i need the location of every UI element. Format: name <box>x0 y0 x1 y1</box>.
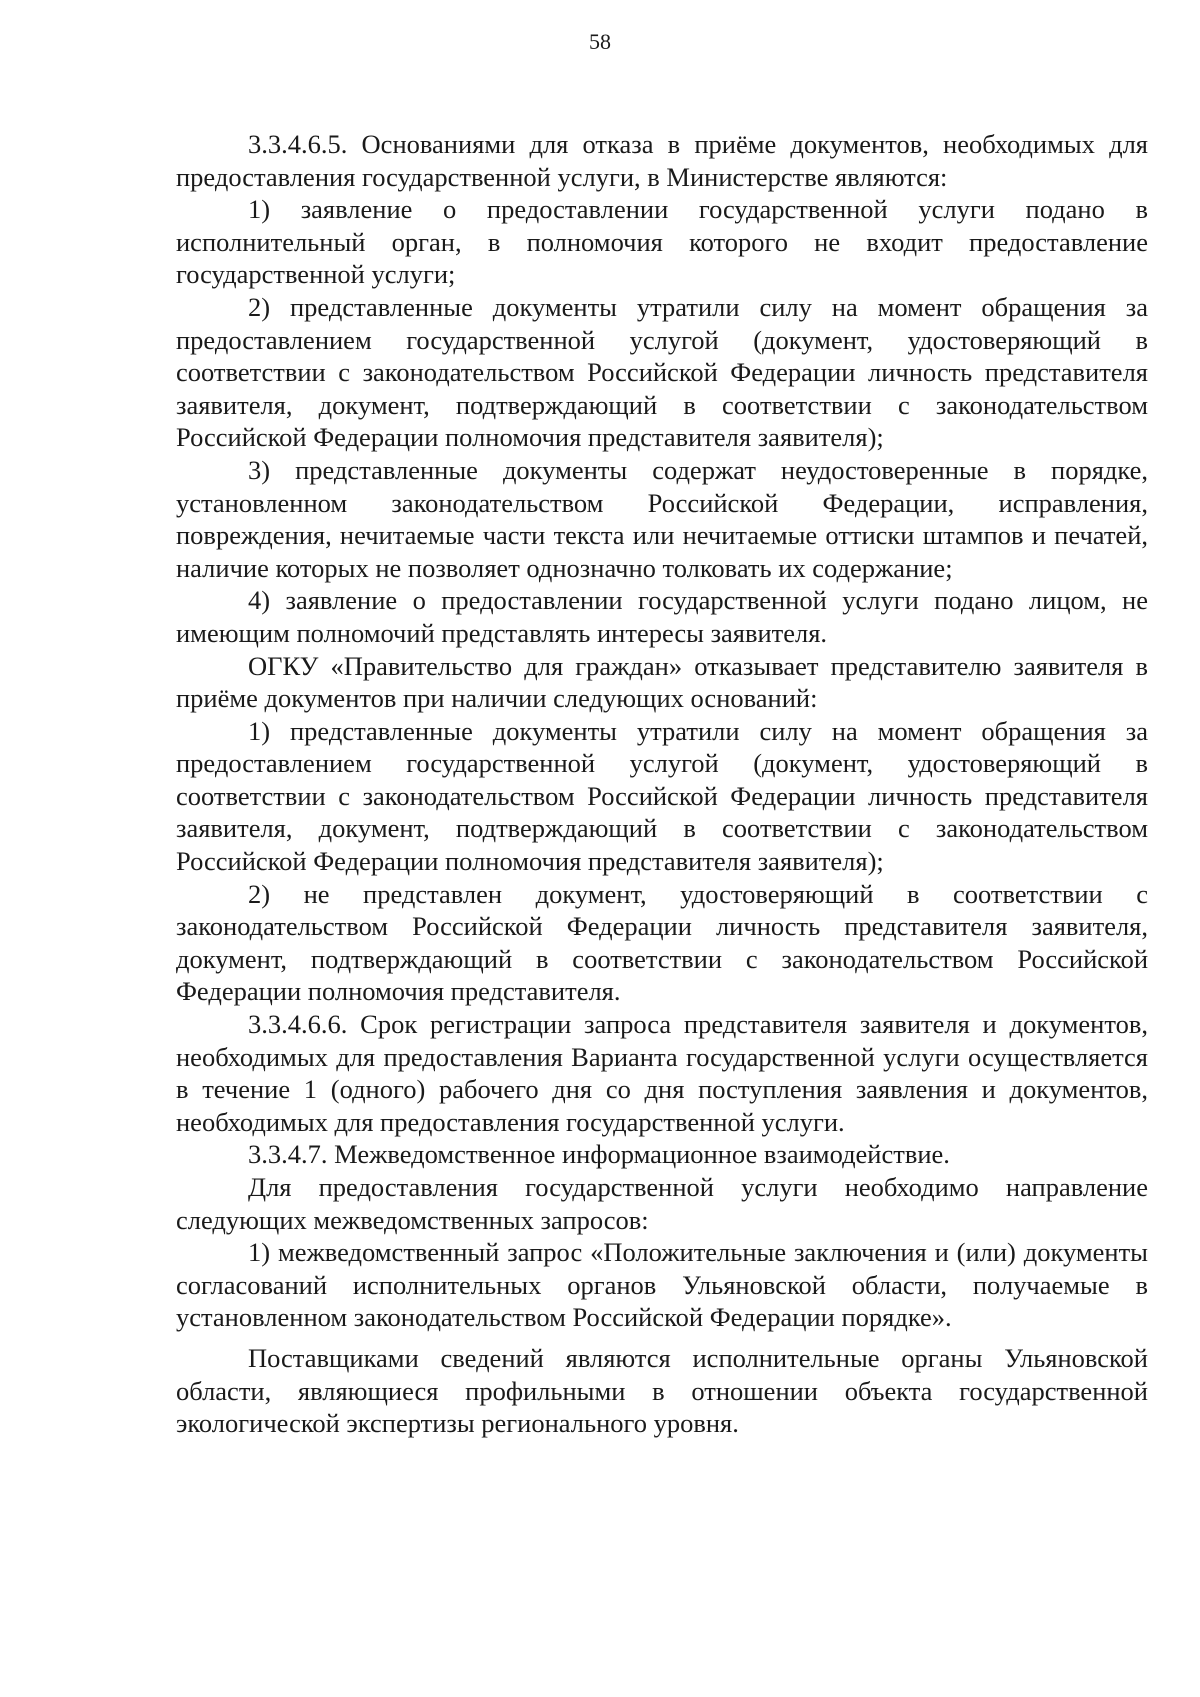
list-item-refusal-2: 2) представленные документы утратили силу на момент обращения за предоставлением государственной услугой (документ, удостоверяющий в соответствии с законодательством Российской Федерации личность представителя заявителя, документ, подтверждающий в соответствии с законодательством Российской Федерации полномочия представителя заявителя); <box>176 291 1148 453</box>
paragraph-3-3-4-7: 3.3.4.7. Межведомственное информационное взаимодействие. <box>248 1139 950 1170</box>
paragraph-information-providers: Поставщиками сведений являются исполнительные органы Ульяновской области, являющиеся профильными в отношении объекта государственной экологической экспертизы регионального уровня. <box>176 1342 1148 1439</box>
paragraph-3-3-4-6-5: 3.3.4.6.5. Основаниями для отказа в приёме документов, необходимых для предоставления государственной услуги, в Министерстве являются: <box>176 129 1148 192</box>
list-item-ogku-1: 1) представленные документы утратили силу на момент обращения за предоставлением государственной услугой (документ, удостоверяющий в соответствии с законодательством Российской Федерации личность представителя заявителя, документ, подтверждающий в соответствии с законодательством Российской Федерации полномочия представителя заявителя); <box>176 715 1148 877</box>
list-item-refusal-1: 1) заявление о предоставлении государственной услуги подано в исполнительный орган, в полномочия которого не входит предоставление государственной услуги; <box>176 194 1148 290</box>
paragraph-interagency-requests: Для предоставления государственной услуги необходимо направление следующих межведомственных запросов: <box>176 1172 1148 1235</box>
paragraph-3-3-4-6-6: 3.3.4.6.6. Срок регистрации запроса представителя заявителя и документов, необходимых для предоставления Варианта государственной услуги осуществляется в течение 1 (одного) рабочего дня со дня поступления заявления и документов, необходимых для предоставления государственной услуги. <box>176 1009 1148 1137</box>
list-item-interagency-1: 1) межведомственный запрос «Положительные заключения и (или) документы согласований исполнительных органов Ульяновской области, получаемые в установленном законодательством Российской Федерации порядке». <box>176 1237 1148 1333</box>
page-number: 58 <box>589 29 611 54</box>
list-item-refusal-4: 4) заявление о предоставлении государственной услуги подано лицом, не имеющим полномочий представлять интересы заявителя. <box>176 585 1148 648</box>
document-body <box>176 128 1148 1440</box>
paragraph-ogku-refusal: ОГКУ «Правительство для граждан» отказывает представителю заявителя в приёме документов при наличии следующих оснований: <box>176 650 1148 714</box>
list-item-ogku-2: 2) не представлен документ, удостоверяющий в соответствии с законодательством Российской Федерации личность представителя заявителя, документ, подтверждающий в соответствии с законодательством Российской Федерации полномочия представителя. <box>176 878 1148 1007</box>
list-item-refusal-3: 3) представленные документы содержат неудостоверенные в порядке, установленном законодательством Российской Федерации, исправления, повреждения, нечитаемые части текста или нечитаемые оттиски штампов и печатей, наличие которых не позволяет однозначно толковать их содержание; <box>176 454 1148 583</box>
